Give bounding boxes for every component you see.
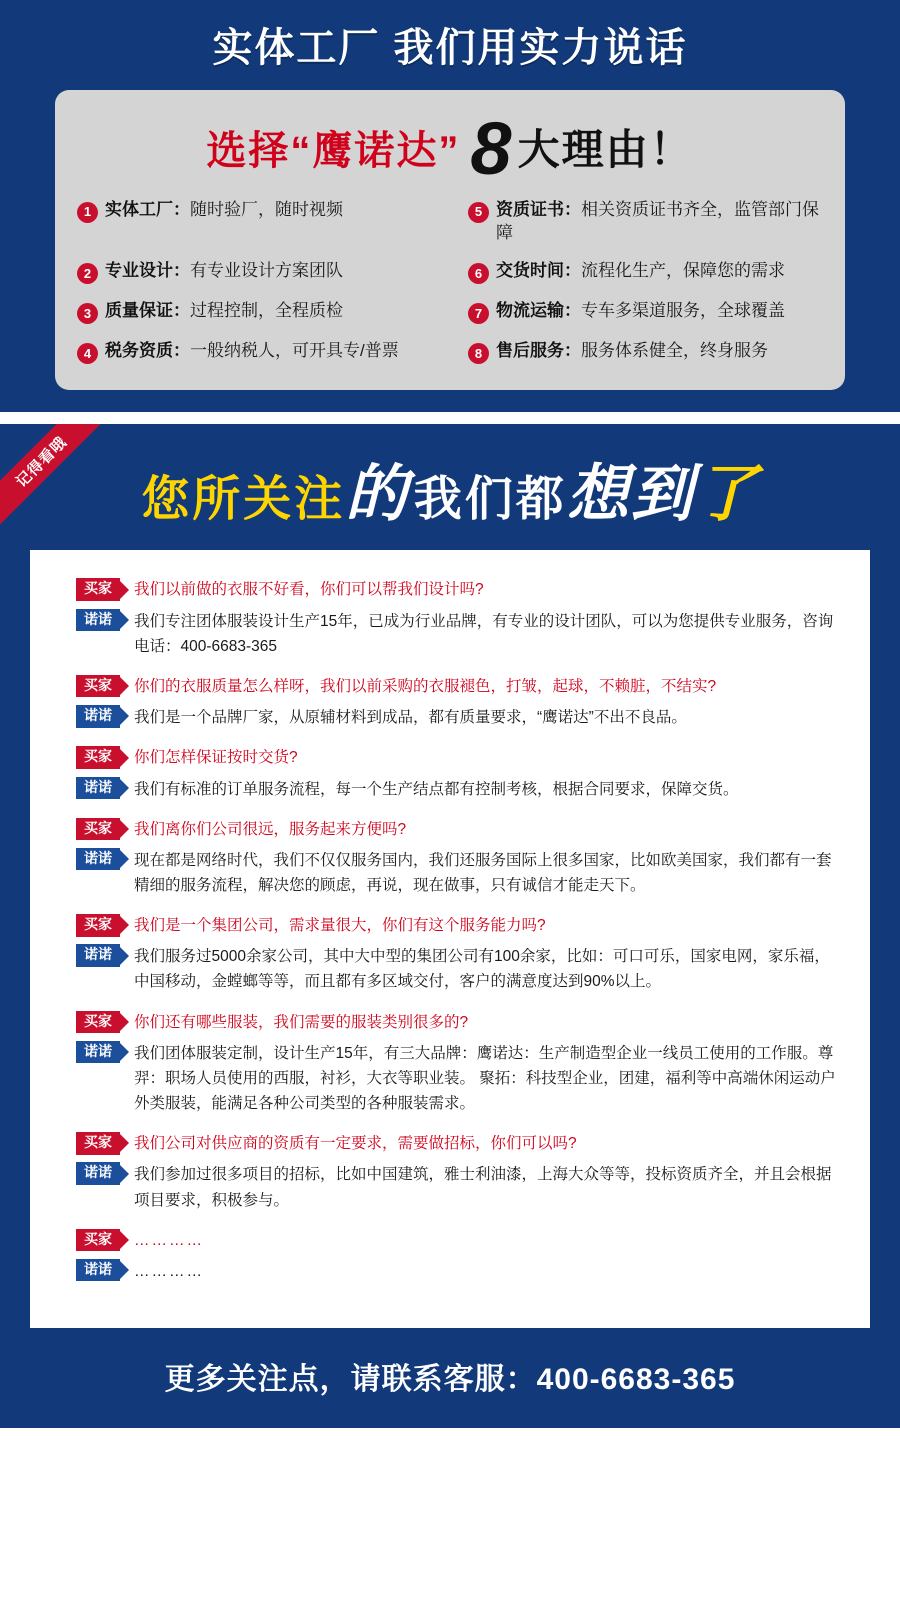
reason-text: 有专业设计方案团队 xyxy=(190,261,343,281)
section-faq xyxy=(0,424,900,1428)
reason-label: 实体工厂 xyxy=(105,199,173,219)
reason-text: 随时验厂，随时视频 xyxy=(190,199,343,219)
buyer-tag: 买家 xyxy=(76,1011,120,1034)
answer-text: 现在都是网络时代，我们不仅仅服务国内，我们还服务国际上很多国家，比如欧美国家，我们都有一套精细的服务流程，解决您的顾虑，再说，现在做事，只有诚信才能走天下。 xyxy=(134,851,832,895)
rep-tag: 诺诺 xyxy=(76,1041,120,1064)
question-text: 你们的衣服质量怎么样呀，我们以前采购的衣服褪色，打皱，起球，不赖脏，不结实? xyxy=(134,677,717,695)
qa-question xyxy=(58,912,842,937)
qa-question xyxy=(58,673,842,698)
buyer-tag: 买家 xyxy=(76,578,120,601)
faq-title-part-3: 我们都 xyxy=(413,473,567,527)
reason-item xyxy=(77,199,462,245)
buyer-tag: 买家 xyxy=(76,746,120,769)
faq-card xyxy=(30,550,870,1328)
qa-answer xyxy=(58,942,842,994)
qa-answer xyxy=(58,607,842,659)
reason-text: 过程控制，全程质检 xyxy=(190,301,343,321)
reasons-card xyxy=(55,90,845,390)
buyer-tag: 买家 xyxy=(76,818,120,841)
question-text: 你们怎样保证按时交货? xyxy=(134,749,298,767)
qa-answer xyxy=(58,1160,842,1212)
reason-text: 专车多渠道服务，全球覆盖 xyxy=(581,301,785,321)
rep-tag: 诺诺 xyxy=(76,609,120,632)
answer-text: 我们参加过很多项目的招标，比如中国建筑，雅士利油漆，上海大众等等，投标资质齐全，并且会根据项目要求，积极参与。 xyxy=(134,1166,832,1209)
qa-answer xyxy=(58,846,842,898)
qa-answer xyxy=(58,775,842,802)
rep-tag: 诺诺 xyxy=(76,705,120,728)
reason-label: 交货时间 xyxy=(496,261,564,281)
buyer-tag: 买家 xyxy=(76,675,120,698)
qa-block xyxy=(58,912,842,994)
reason-colon: ： xyxy=(173,301,190,321)
rep-tag: 诺诺 xyxy=(76,1259,120,1282)
qa-block xyxy=(58,816,842,898)
reason-number-badge: 6 xyxy=(468,263,489,284)
reasons-headline xyxy=(77,108,823,199)
banner-title: 实体工厂 我们用实力说话 xyxy=(212,26,688,70)
qa-answer xyxy=(58,703,842,730)
qa-answer xyxy=(58,1257,842,1284)
section-reasons xyxy=(0,0,900,412)
buyer-tag: 买家 xyxy=(76,914,120,937)
qa-block xyxy=(58,1227,842,1284)
answer-text: 我们是一个品牌厂家，从原辅材料到成品，都有质量要求，“鹰诺达”不出不良品。 xyxy=(134,709,687,727)
reason-number-badge: 5 xyxy=(468,202,489,223)
reason-number-badge: 7 xyxy=(468,303,489,324)
faq-title-part-5: 了 xyxy=(694,460,759,530)
rep-tag: 诺诺 xyxy=(76,944,120,967)
qa-block xyxy=(58,744,842,801)
qa-question xyxy=(58,1009,842,1034)
reason-label: 税务资质 xyxy=(105,341,173,361)
reason-item xyxy=(77,300,462,324)
reason-label: 售后服务 xyxy=(496,341,564,361)
reason-label: 资质证书 xyxy=(496,199,564,219)
qa-question xyxy=(58,1227,842,1252)
answer-text: ………… xyxy=(134,1262,204,1280)
reason-colon: ： xyxy=(564,341,581,361)
qa-question xyxy=(58,1130,842,1155)
reason-item xyxy=(468,340,823,364)
reason-item xyxy=(77,340,462,364)
reason-item xyxy=(468,199,823,245)
reason-number-badge: 1 xyxy=(77,202,98,223)
question-text: 我们以前做的衣服不好看，你们可以帮我们设计吗? xyxy=(134,581,484,599)
buyer-tag: 买家 xyxy=(76,1132,120,1155)
reason-colon: ： xyxy=(564,261,581,281)
question-text: 我们公司对供应商的资质有一定要求，需要做招标，你们可以吗? xyxy=(134,1135,577,1153)
reason-label: 专业设计 xyxy=(105,261,173,281)
answer-text: 我们团体服装定制，设计生产15年，有三大品牌：鹰诺达：生产制造型企业一线员工使用的工作服。尊羿：职场人员使用的西服，衬衫，大衣等职业装。 聚拓：科技型企业，团建，福利等中高端休闲运动户外类服装，能满足各种公司类型的各种服装需求。 xyxy=(134,1044,836,1113)
reason-number-badge: 8 xyxy=(468,343,489,364)
reason-colon: ： xyxy=(173,261,190,281)
corner-ribbon: 记得看哦 xyxy=(0,424,105,525)
answer-text: 我们有标准的订单服务流程，每一个生产结点都有控制考核，根据合同要求，保障交货。 xyxy=(134,780,739,798)
faq-title xyxy=(0,424,900,550)
reason-text: 相关资质证书齐全，监管部门保障 xyxy=(496,199,819,242)
qa-question xyxy=(58,744,842,769)
rep-tag: 诺诺 xyxy=(76,848,120,871)
reason-label: 质量保证 xyxy=(105,301,173,321)
headline-black: 大理由！ xyxy=(517,126,694,174)
qa-block xyxy=(58,1009,842,1117)
reason-label: 物流运输 xyxy=(496,301,564,321)
rep-tag: 诺诺 xyxy=(76,777,120,800)
reason-number-badge: 4 xyxy=(77,343,98,364)
reason-number-badge: 3 xyxy=(77,303,98,324)
rep-tag: 诺诺 xyxy=(76,1162,120,1185)
reason-text: 流程化生产，保障您的需求 xyxy=(581,261,785,281)
reason-text: 服务体系健全，终身服务 xyxy=(581,341,768,361)
reason-item xyxy=(468,300,823,324)
faq-title-part-4: 想到 xyxy=(566,460,695,530)
faq-title-part-2: 的 xyxy=(345,460,410,530)
qa-block xyxy=(58,1130,842,1212)
reason-item xyxy=(468,260,823,284)
question-text: 我们离你们公司很远，服务起来方便吗? xyxy=(134,820,407,838)
reason-colon: ： xyxy=(564,301,581,321)
reason-colon: ： xyxy=(173,341,190,361)
question-text: ………… xyxy=(134,1231,204,1249)
footer-text: 更多关注点，请联系客服：400-6683-365 xyxy=(164,1363,736,1396)
answer-text: 我们专注团体服装设计生产15年，已成为行业品牌，有专业的设计团队，可以为您提供专业服务，咨询电话：400-6683-365 xyxy=(134,612,834,655)
reasons-grid xyxy=(77,199,823,365)
question-text: 我们是一个集团公司，需求量很大，你们有这个服务能力吗? xyxy=(134,917,546,935)
section-divider xyxy=(0,412,900,424)
faq-title-part-1: 您所关注 xyxy=(141,473,346,527)
buyer-tag: 买家 xyxy=(76,1229,120,1252)
headline-number: 8 xyxy=(470,107,512,190)
footer-contact xyxy=(0,1328,900,1428)
reason-item xyxy=(77,260,462,284)
qa-block xyxy=(58,576,842,658)
reason-colon: ： xyxy=(564,199,581,219)
reason-text: 一般纳税人，可开具专/普票 xyxy=(190,341,399,361)
answer-text: 我们服务过5000余家公司，其中大中型的集团公司有100余家，比如：可口可乐，国家电网，家乐福，中国移动，金螳螂等等，而且都有多区域交付，客户的满意度达到90%以上。 xyxy=(134,948,830,991)
qa-answer xyxy=(58,1039,842,1116)
reason-number-badge: 2 xyxy=(77,263,98,284)
qa-block xyxy=(58,673,842,730)
question-text: 你们还有哪些服装，我们需要的服装类别很多的? xyxy=(134,1013,469,1031)
headline-red: 选择“鹰诺达” xyxy=(206,128,461,173)
qa-question xyxy=(58,816,842,841)
reason-colon: ： xyxy=(173,199,190,219)
qa-question xyxy=(58,576,842,601)
